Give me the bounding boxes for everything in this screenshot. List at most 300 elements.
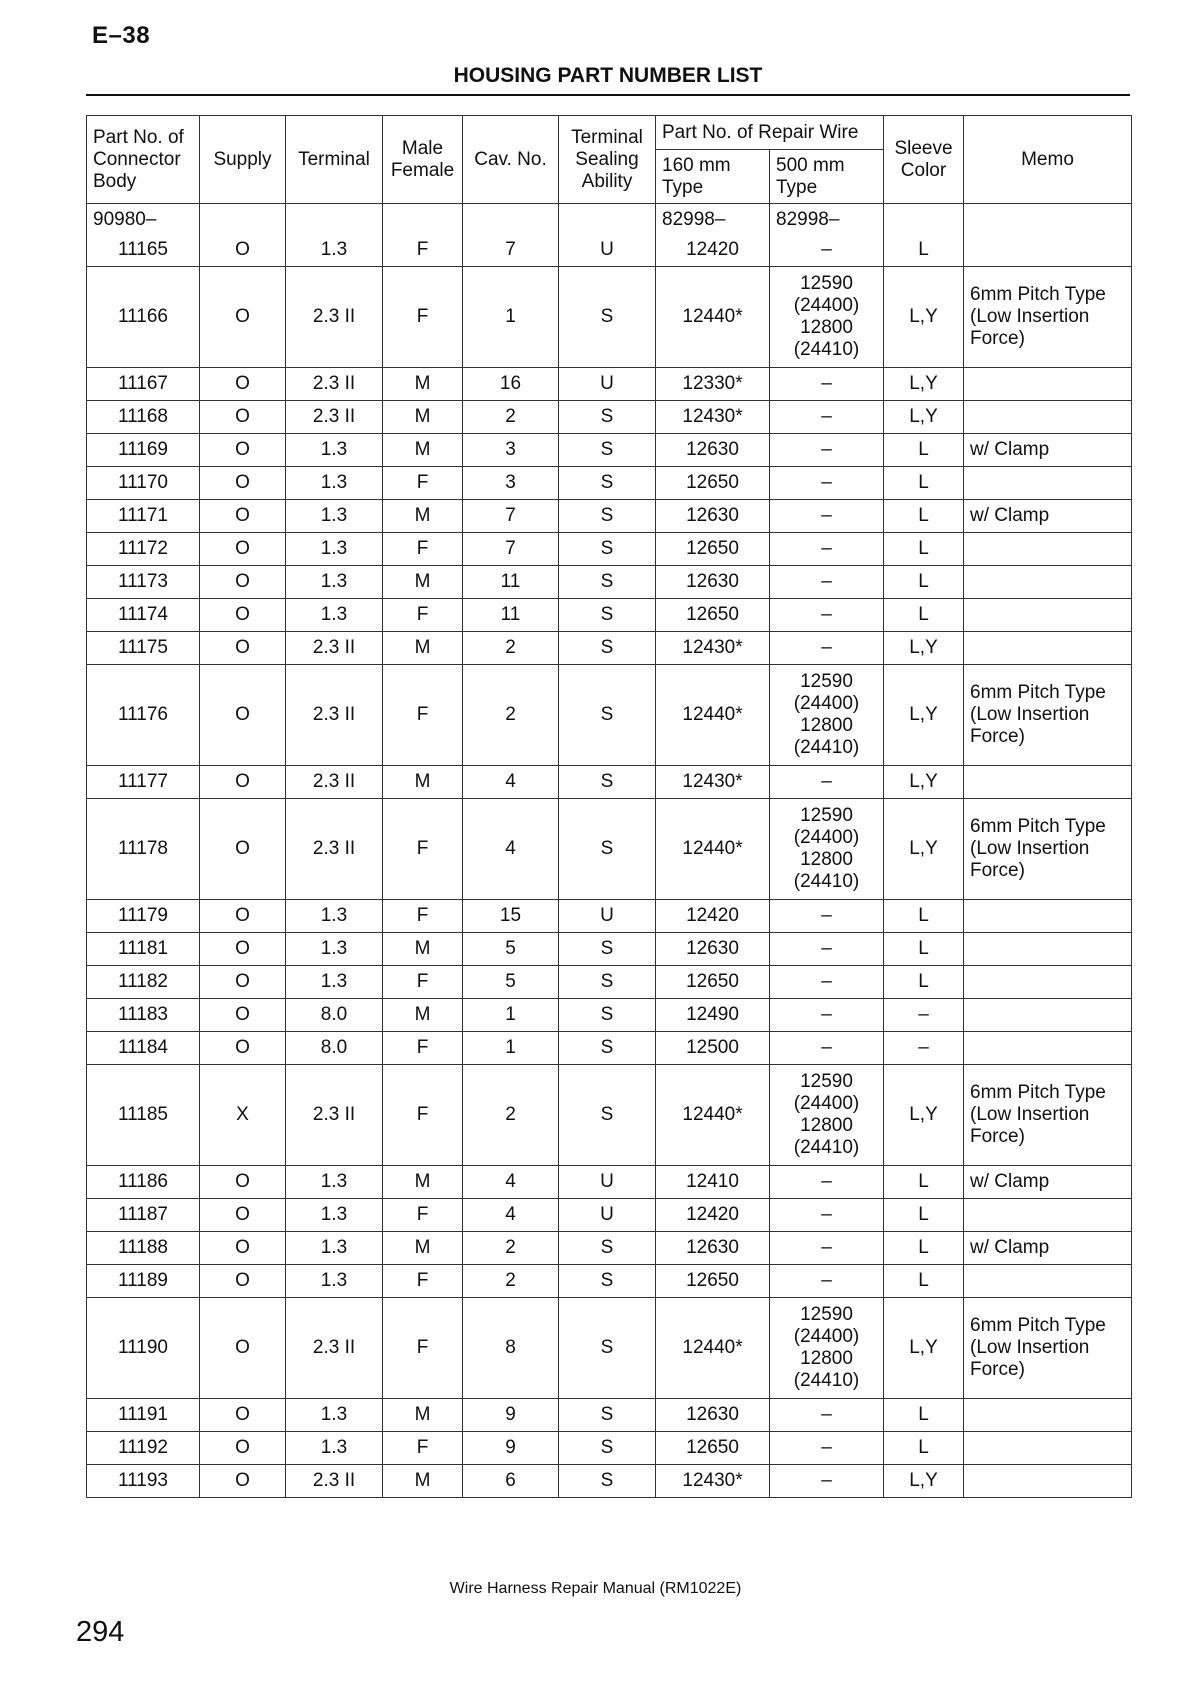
- cell-part-no: 11176: [87, 665, 200, 766]
- cell-sealing: S: [559, 500, 656, 533]
- table-row: [87, 267, 1132, 368]
- header-memo: Memo: [964, 116, 1132, 204]
- cell-memo: 6mm Pitch Type (Low Insertion Force): [964, 1298, 1132, 1399]
- cell-wire-500mm: –: [770, 999, 884, 1032]
- table-row: [87, 900, 1132, 933]
- table-body: [87, 204, 1132, 1498]
- cell-part-no: 11179: [87, 900, 200, 933]
- cell-wire-500mm: –: [770, 966, 884, 999]
- table-row: [87, 1399, 1132, 1432]
- cell-wire-160mm: 12420: [656, 1199, 770, 1232]
- cell-memo: [964, 467, 1132, 500]
- prefix-row: [87, 204, 1132, 235]
- cell-part-no: 11192: [87, 1432, 200, 1465]
- cell-part-no: 11174: [87, 599, 200, 632]
- cell-male-female: M: [383, 1399, 463, 1432]
- cell-sealing: S: [559, 566, 656, 599]
- cell-sleeve-color: L: [884, 966, 964, 999]
- cell-sleeve-color: L,Y: [884, 665, 964, 766]
- table-row: [87, 1166, 1132, 1199]
- cell-supply: O: [200, 1265, 286, 1298]
- cell-memo: w/ Clamp: [964, 1166, 1132, 1199]
- table-row: [87, 632, 1132, 665]
- cell-part-no: 11166: [87, 267, 200, 368]
- cell-sealing: S: [559, 665, 656, 766]
- cell-terminal: 2.3 II: [286, 1065, 383, 1166]
- cell-wire-160mm: 12650: [656, 599, 770, 632]
- table-row: [87, 766, 1132, 799]
- cell-sleeve-color: L: [884, 234, 964, 267]
- cell-memo: [964, 1199, 1132, 1232]
- cell-sealing: S: [559, 1298, 656, 1399]
- cell-sealing: S: [559, 1399, 656, 1432]
- cell-cav-no: 15: [463, 900, 559, 933]
- cell-part-no: 11190: [87, 1298, 200, 1399]
- cell-sealing: S: [559, 1032, 656, 1065]
- cell-sealing: U: [559, 1166, 656, 1199]
- table-row: [87, 1265, 1132, 1298]
- cell-wire-160mm: 12440*: [656, 267, 770, 368]
- cell-terminal: 1.3: [286, 467, 383, 500]
- cell-cav-no: 5: [463, 933, 559, 966]
- cell-male-female: M: [383, 933, 463, 966]
- cell-terminal: 1.3: [286, 900, 383, 933]
- cell-memo: 6mm Pitch Type (Low Insertion Force): [964, 1065, 1132, 1166]
- cell-cav-no: 2: [463, 665, 559, 766]
- header-cav-no: Cav. No.: [463, 116, 559, 204]
- cell-memo: w/ Clamp: [964, 434, 1132, 467]
- cell-male-female: F: [383, 1298, 463, 1399]
- cell-terminal: 8.0: [286, 999, 383, 1032]
- cell-part-no: 11168: [87, 401, 200, 434]
- cell-wire-500mm: –: [770, 632, 884, 665]
- section-id: E–38: [92, 22, 151, 49]
- cell-male-female: F: [383, 267, 463, 368]
- cell-wire-500mm: –: [770, 500, 884, 533]
- cell-sleeve-color: L,Y: [884, 368, 964, 401]
- cell-cav-no: 1: [463, 1032, 559, 1065]
- table-row: [87, 533, 1132, 566]
- cell-wire-500mm: –: [770, 1166, 884, 1199]
- cell-male-female: F: [383, 1265, 463, 1298]
- cell-cav-no: 9: [463, 1432, 559, 1465]
- cell-male-female: M: [383, 1232, 463, 1265]
- cell-supply: O: [200, 566, 286, 599]
- cell-sleeve-color: L,Y: [884, 1065, 964, 1166]
- cell-wire-500mm: –: [770, 1432, 884, 1465]
- cell-terminal: 1.3: [286, 434, 383, 467]
- cell-supply: O: [200, 900, 286, 933]
- cell-memo: [964, 1465, 1132, 1498]
- cell-memo: [964, 1399, 1132, 1432]
- cell-sealing: S: [559, 267, 656, 368]
- cell-male-female: F: [383, 1032, 463, 1065]
- cell-cav-no: 4: [463, 799, 559, 900]
- cell-cav-no: 11: [463, 566, 559, 599]
- header-male-female: Male Female: [383, 116, 463, 204]
- cell-supply: O: [200, 599, 286, 632]
- cell-male-female: M: [383, 1166, 463, 1199]
- cell-wire-500mm: –: [770, 1199, 884, 1232]
- cell-part-no: 11184: [87, 1032, 200, 1065]
- cell-cav-no: 1: [463, 267, 559, 368]
- cell-wire-500mm: –: [770, 401, 884, 434]
- cell-sleeve-color: L: [884, 933, 964, 966]
- cell-supply: O: [200, 1166, 286, 1199]
- cell-supply: O: [200, 234, 286, 267]
- cell-cav-no: 2: [463, 632, 559, 665]
- cell-wire-500mm: –: [770, 1265, 884, 1298]
- cell-memo: [964, 599, 1132, 632]
- cell-terminal: 1.3: [286, 533, 383, 566]
- cell-wire-500mm: –: [770, 566, 884, 599]
- header-supply: Supply: [200, 116, 286, 204]
- cell-part-no: 11189: [87, 1265, 200, 1298]
- cell-memo: [964, 533, 1132, 566]
- cell-sealing: S: [559, 401, 656, 434]
- cell-wire-500mm: 12590 (24400) 12800 (24410): [770, 1298, 884, 1399]
- cell-memo: [964, 1032, 1132, 1065]
- prefix-500mm: 82998–: [770, 204, 884, 235]
- cell-supply: O: [200, 401, 286, 434]
- cell-male-female: F: [383, 1065, 463, 1166]
- header-500mm: 500 mm Type: [770, 150, 884, 204]
- cell-memo: [964, 401, 1132, 434]
- cell-male-female: F: [383, 1199, 463, 1232]
- cell-terminal: 2.3 II: [286, 632, 383, 665]
- title-divider: [86, 94, 1130, 96]
- cell-sealing: S: [559, 1432, 656, 1465]
- cell-wire-160mm: 12650: [656, 533, 770, 566]
- cell-male-female: M: [383, 566, 463, 599]
- cell-wire-160mm: 12630: [656, 933, 770, 966]
- cell-part-no: 11178: [87, 799, 200, 900]
- cell-cav-no: 9: [463, 1399, 559, 1432]
- cell-terminal: 1.3: [286, 1166, 383, 1199]
- cell-wire-160mm: 12630: [656, 1399, 770, 1432]
- cell-wire-160mm: 12650: [656, 966, 770, 999]
- cell-sleeve-color: L: [884, 566, 964, 599]
- prefix-160mm: 82998–: [656, 204, 770, 235]
- cell-supply: O: [200, 1032, 286, 1065]
- cell-supply: O: [200, 966, 286, 999]
- header-sleeve: Sleeve Color: [884, 116, 964, 204]
- cell-sleeve-color: L: [884, 533, 964, 566]
- cell-part-no: 11191: [87, 1399, 200, 1432]
- cell-sleeve-color: L: [884, 1265, 964, 1298]
- cell-wire-500mm: –: [770, 900, 884, 933]
- cell-part-no: 11169: [87, 434, 200, 467]
- cell-terminal: 1.3: [286, 933, 383, 966]
- table-row: [87, 566, 1132, 599]
- cell-supply: O: [200, 799, 286, 900]
- cell-terminal: 1.3: [286, 500, 383, 533]
- page-title: HOUSING PART NUMBER LIST: [453, 64, 763, 87]
- cell-wire-160mm: 12650: [656, 1265, 770, 1298]
- cell-memo: w/ Clamp: [964, 1232, 1132, 1265]
- table-row: [87, 234, 1132, 267]
- cell-wire-160mm: 12630: [656, 434, 770, 467]
- cell-male-female: F: [383, 665, 463, 766]
- cell-part-no: 11182: [87, 966, 200, 999]
- cell-wire-500mm: 12590 (24400) 12800 (24410): [770, 267, 884, 368]
- cell-sleeve-color: L: [884, 1432, 964, 1465]
- cell-male-female: M: [383, 766, 463, 799]
- cell-part-no: 11193: [87, 1465, 200, 1498]
- cell-terminal: 1.3: [286, 1432, 383, 1465]
- cell-sealing: U: [559, 1199, 656, 1232]
- cell-part-no: 11185: [87, 1065, 200, 1166]
- cell-wire-500mm: –: [770, 234, 884, 267]
- cell-wire-160mm: 12630: [656, 500, 770, 533]
- cell-cav-no: 4: [463, 766, 559, 799]
- cell-male-female: F: [383, 599, 463, 632]
- cell-wire-160mm: 12490: [656, 999, 770, 1032]
- cell-sleeve-color: L: [884, 599, 964, 632]
- cell-part-no: 11175: [87, 632, 200, 665]
- cell-sleeve-color: L: [884, 434, 964, 467]
- cell-wire-160mm: 12500: [656, 1032, 770, 1065]
- cell-memo: [964, 1432, 1132, 1465]
- cell-male-female: F: [383, 533, 463, 566]
- cell-supply: O: [200, 368, 286, 401]
- cell-supply: O: [200, 933, 286, 966]
- cell-wire-160mm: 12440*: [656, 1298, 770, 1399]
- cell-supply: O: [200, 1465, 286, 1498]
- cell-sleeve-color: L: [884, 900, 964, 933]
- cell-terminal: 2.3 II: [286, 368, 383, 401]
- housing-part-table: [86, 115, 1132, 1498]
- cell-memo: 6mm Pitch Type (Low Insertion Force): [964, 267, 1132, 368]
- cell-sealing: S: [559, 434, 656, 467]
- cell-cav-no: 4: [463, 1166, 559, 1199]
- cell-memo: [964, 234, 1132, 267]
- cell-wire-500mm: –: [770, 766, 884, 799]
- cell-sealing: S: [559, 933, 656, 966]
- table-row: [87, 467, 1132, 500]
- cell-sealing: S: [559, 1232, 656, 1265]
- cell-male-female: M: [383, 500, 463, 533]
- header-terminal: Terminal: [286, 116, 383, 204]
- cell-wire-500mm: 12590 (24400) 12800 (24410): [770, 665, 884, 766]
- cell-wire-160mm: 12430*: [656, 401, 770, 434]
- cell-sealing: S: [559, 799, 656, 900]
- table-row: [87, 1032, 1132, 1065]
- cell-wire-500mm: –: [770, 1465, 884, 1498]
- cell-male-female: F: [383, 900, 463, 933]
- cell-sealing: S: [559, 1265, 656, 1298]
- cell-wire-160mm: 12420: [656, 234, 770, 267]
- cell-memo: [964, 766, 1132, 799]
- cell-male-female: F: [383, 966, 463, 999]
- cell-male-female: M: [383, 434, 463, 467]
- cell-part-no: 11173: [87, 566, 200, 599]
- cell-memo: [964, 999, 1132, 1032]
- cell-wire-500mm: –: [770, 1032, 884, 1065]
- cell-memo: [964, 966, 1132, 999]
- cell-cav-no: 7: [463, 533, 559, 566]
- manual-footer: Wire Harness Repair Manual (RM1022E): [449, 1580, 742, 1597]
- cell-part-no: 11171: [87, 500, 200, 533]
- cell-supply: O: [200, 533, 286, 566]
- cell-cav-no: 7: [463, 234, 559, 267]
- cell-part-no: 11188: [87, 1232, 200, 1265]
- cell-cav-no: 2: [463, 1065, 559, 1166]
- cell-sealing: S: [559, 599, 656, 632]
- cell-sleeve-color: –: [884, 999, 964, 1032]
- cell-terminal: 2.3 II: [286, 1298, 383, 1399]
- header-part-no: Part No. of Connector Body: [87, 116, 200, 204]
- table-row: [87, 1232, 1132, 1265]
- cell-terminal: 2.3 II: [286, 267, 383, 368]
- prefix-part-no: 90980–: [87, 204, 200, 235]
- cell-part-no: 11172: [87, 533, 200, 566]
- table-row: [87, 1065, 1132, 1166]
- cell-cav-no: 8: [463, 1298, 559, 1399]
- cell-wire-500mm: 12590 (24400) 12800 (24410): [770, 799, 884, 900]
- cell-male-female: M: [383, 401, 463, 434]
- cell-terminal: 1.3: [286, 966, 383, 999]
- cell-supply: O: [200, 1232, 286, 1265]
- table-row: [87, 599, 1132, 632]
- cell-part-no: 11170: [87, 467, 200, 500]
- cell-cav-no: 4: [463, 1199, 559, 1232]
- cell-cav-no: 6: [463, 1465, 559, 1498]
- cell-sleeve-color: L,Y: [884, 1298, 964, 1399]
- cell-terminal: 2.3 II: [286, 799, 383, 900]
- cell-terminal: 1.3: [286, 1265, 383, 1298]
- cell-cav-no: 2: [463, 401, 559, 434]
- cell-wire-500mm: 12590 (24400) 12800 (24410): [770, 1065, 884, 1166]
- cell-supply: X: [200, 1065, 286, 1166]
- cell-memo: w/ Clamp: [964, 500, 1132, 533]
- cell-wire-160mm: 12630: [656, 1232, 770, 1265]
- cell-supply: O: [200, 665, 286, 766]
- header-sealing: Terminal Sealing Ability: [559, 116, 656, 204]
- cell-terminal: 1.3: [286, 599, 383, 632]
- cell-male-female: F: [383, 234, 463, 267]
- cell-wire-160mm: 12430*: [656, 766, 770, 799]
- cell-memo: 6mm Pitch Type (Low Insertion Force): [964, 799, 1132, 900]
- cell-sleeve-color: L,Y: [884, 401, 964, 434]
- cell-cav-no: 3: [463, 434, 559, 467]
- cell-wire-160mm: 12440*: [656, 799, 770, 900]
- cell-cav-no: 7: [463, 500, 559, 533]
- cell-terminal: 1.3: [286, 1399, 383, 1432]
- cell-wire-160mm: 12630: [656, 566, 770, 599]
- cell-sealing: S: [559, 632, 656, 665]
- cell-cav-no: 1: [463, 999, 559, 1032]
- table-row: [87, 1199, 1132, 1232]
- cell-wire-500mm: –: [770, 434, 884, 467]
- cell-part-no: 11165: [87, 234, 200, 267]
- cell-supply: O: [200, 1399, 286, 1432]
- cell-sleeve-color: L,Y: [884, 766, 964, 799]
- cell-sealing: S: [559, 766, 656, 799]
- cell-memo: [964, 368, 1132, 401]
- table-row: [87, 799, 1132, 900]
- cell-wire-160mm: 12420: [656, 900, 770, 933]
- table-row: [87, 401, 1132, 434]
- cell-part-no: 11183: [87, 999, 200, 1032]
- cell-supply: O: [200, 1199, 286, 1232]
- cell-wire-500mm: –: [770, 933, 884, 966]
- cell-sleeve-color: L: [884, 1232, 964, 1265]
- cell-sleeve-color: L: [884, 1166, 964, 1199]
- cell-part-no: 11186: [87, 1166, 200, 1199]
- cell-wire-160mm: 12330*: [656, 368, 770, 401]
- cell-sealing: S: [559, 966, 656, 999]
- cell-sleeve-color: L,Y: [884, 799, 964, 900]
- cell-terminal: 1.3: [286, 234, 383, 267]
- cell-terminal: 1.3: [286, 1232, 383, 1265]
- cell-supply: O: [200, 467, 286, 500]
- cell-male-female: M: [383, 999, 463, 1032]
- cell-memo: 6mm Pitch Type (Low Insertion Force): [964, 665, 1132, 766]
- cell-male-female: F: [383, 799, 463, 900]
- cell-wire-500mm: –: [770, 467, 884, 500]
- table-row: [87, 1432, 1132, 1465]
- table-row: [87, 434, 1132, 467]
- cell-wire-500mm: –: [770, 1399, 884, 1432]
- cell-wire-160mm: 12430*: [656, 1465, 770, 1498]
- cell-cav-no: 11: [463, 599, 559, 632]
- cell-sleeve-color: L,Y: [884, 632, 964, 665]
- table-row: [87, 500, 1132, 533]
- cell-wire-160mm: 12410: [656, 1166, 770, 1199]
- table-row: [87, 1465, 1132, 1498]
- cell-terminal: 2.3 II: [286, 665, 383, 766]
- table-row: [87, 999, 1132, 1032]
- cell-sleeve-color: L,Y: [884, 1465, 964, 1498]
- cell-male-female: M: [383, 1465, 463, 1498]
- cell-wire-500mm: –: [770, 368, 884, 401]
- cell-wire-160mm: 12440*: [656, 1065, 770, 1166]
- cell-sleeve-color: L,Y: [884, 267, 964, 368]
- page-number: 294: [76, 1616, 125, 1648]
- cell-wire-160mm: 12650: [656, 1432, 770, 1465]
- cell-sleeve-color: L: [884, 500, 964, 533]
- cell-part-no: 11187: [87, 1199, 200, 1232]
- cell-male-female: M: [383, 632, 463, 665]
- cell-male-female: F: [383, 1432, 463, 1465]
- cell-wire-160mm: 12430*: [656, 632, 770, 665]
- cell-wire-160mm: 12650: [656, 467, 770, 500]
- cell-part-no: 11181: [87, 933, 200, 966]
- cell-sleeve-color: L: [884, 1199, 964, 1232]
- cell-supply: O: [200, 766, 286, 799]
- header-repair-wire: Part No. of Repair Wire: [656, 116, 884, 150]
- cell-terminal: 8.0: [286, 1032, 383, 1065]
- cell-terminal: 1.3: [286, 566, 383, 599]
- cell-cav-no: 5: [463, 966, 559, 999]
- cell-memo: [964, 632, 1132, 665]
- table-row: [87, 933, 1132, 966]
- table-row: [87, 368, 1132, 401]
- cell-memo: [964, 933, 1132, 966]
- cell-male-female: F: [383, 467, 463, 500]
- cell-sleeve-color: L: [884, 1399, 964, 1432]
- cell-terminal: 2.3 II: [286, 766, 383, 799]
- cell-sealing: U: [559, 900, 656, 933]
- cell-cav-no: 2: [463, 1265, 559, 1298]
- cell-sealing: U: [559, 368, 656, 401]
- cell-supply: O: [200, 999, 286, 1032]
- cell-terminal: 2.3 II: [286, 401, 383, 434]
- cell-sleeve-color: L: [884, 467, 964, 500]
- cell-sealing: S: [559, 1465, 656, 1498]
- cell-part-no: 11177: [87, 766, 200, 799]
